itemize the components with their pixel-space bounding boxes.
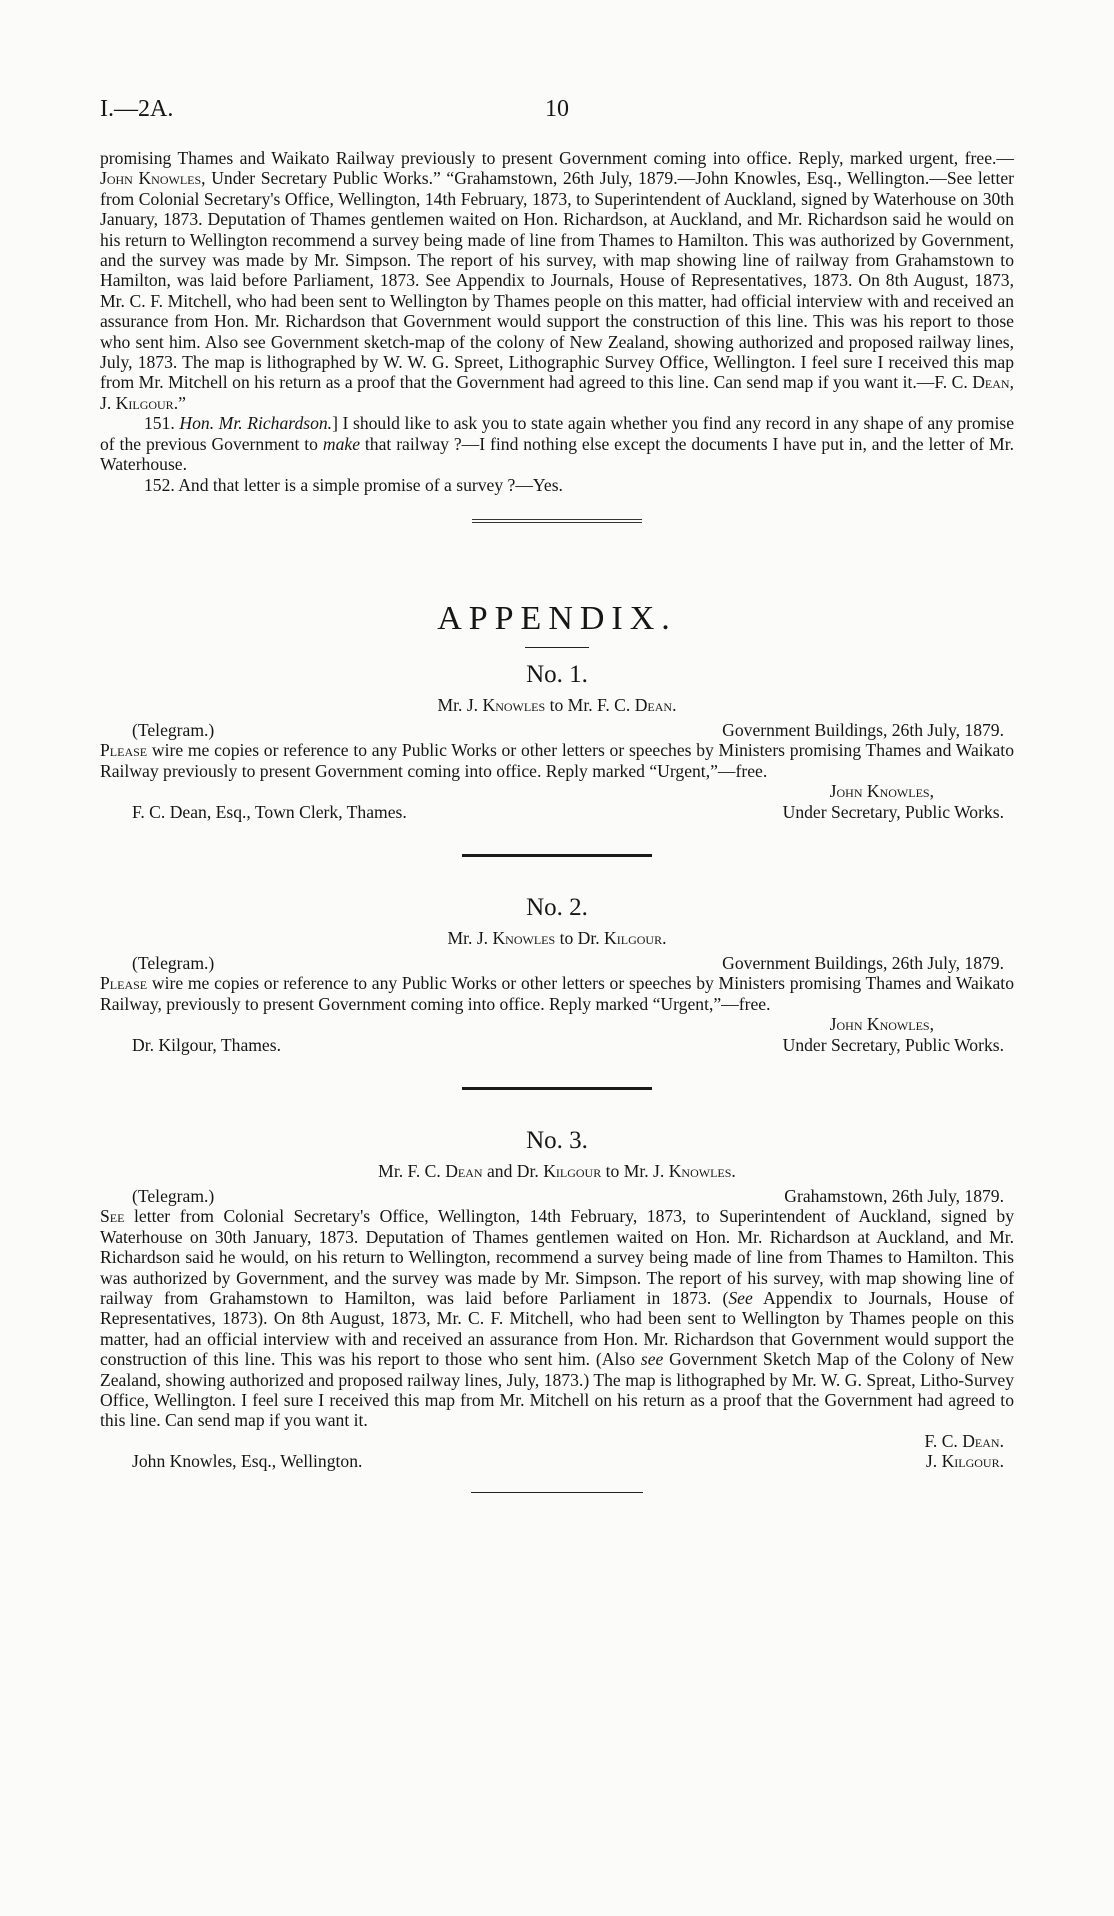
letter-type: (Telegram.) (132, 1185, 215, 1206)
question-152: 152. And that letter is a simple promise of a survey ?—Yes. (144, 474, 563, 495)
paper-reference: I.—2A. (100, 96, 174, 122)
letter-signer: John Knowles, (829, 781, 934, 802)
letter-heading: Mr. J. Knowles to Mr. F. C. Dean. (437, 694, 677, 715)
appendix-letter-2 (100, 893, 1014, 1055)
appendix-letter-3 (100, 1126, 1014, 1472)
letter-signer-title: Under Secretary, Public Works. (782, 1034, 1004, 1055)
letter-place-date: Government Buildings, 26th July, 1879. (722, 719, 1004, 740)
letter-body: Please wire me copies or reference to any Public Works or other letters or speeches by Ministers promising Thames and Waikato Railway, previously to present Government coming into office. Reply marked “Urgent,”—free. (100, 973, 1014, 1014)
letter-signer-title: Under Secretary, Public Works. (782, 801, 1004, 822)
letter-heading: Mr. F. C. Dean and Dr. Kilgour to Mr. J. Knowles. (378, 1160, 736, 1181)
letter-signer: John Knowles, (829, 1014, 934, 1035)
letter-number: No. 1. (526, 660, 588, 688)
letter-divider (462, 854, 652, 857)
evidence-paragraph: promising Thames and Waikato Railway previously to present Government coming into office. Reply, marked urgent, free.—John Knowles, Under Secretary Public Works.” “Grahamstown, 26th July, 1879.—John Knowles, Esq., Wellington.—See letter from Colonial Secretary's Office, Wellington, 14th February, 1873, to Superintendent of Auckland, signed by Waterhouse on 30th January, 1873. Deputation of Thames gentlemen waited on Hon. Richardson, at Auckland, and Mr. Richardson said he would on his return to Wellington recommend a survey being made of line from Thames to Hamilton. This was authorized by Government, and the survey was made by Mr. Simpson. The report of his survey, with map showing line of railway from Grahamstown to Hamilton, was laid before Parliament, 1873. See Appendix to Journals, House of Representatives, 1873. On 8th August, 1873, Mr. C. F. Mitchell, who had been sent to Wellington by Thames people on this matter, had official interview with and received an assurance from Hon. Mr. Richardson that Government would support the construction of this line. This was his report to those who sent him. Also see Government sketch-map of the colony of New Zealand, showing authorized and proposed railway lines, July, 1873. The map is lithographed by W. W. G. Spreet, Lithographic Survey Office, Wellington. I feel sure I received this map from Mr. Mitchell on his return as a proof that the Government had agreed to this line. Can send map if you want it.—F. C. Dean, J. Kilgour.” (100, 148, 1014, 413)
letter-number: No. 3. (526, 1126, 588, 1154)
letter-number: No. 2. (526, 893, 588, 921)
appendix-letter-1 (100, 660, 1014, 822)
letter-place-date: Grahamstown, 26th July, 1879. (784, 1185, 1004, 1206)
letter-body: See letter from Colonial Secretary's Office, Wellington, 14th February, 1873, to Superintendent of Auckland, signed by Waterhouse on 30th January, 1873. Deputation of Thames gentlemen waited on Hon. Mr. Richardson at Auckland, and Mr. Richardson said he would, on his return to Wellington, recommend a survey being made of line from Thames to Hamilton. This was authorized by Government, and the survey was made by Mr. Simpson. The report of his survey, with map showing line of railway from Grahamstown to Hamilton, was laid before Parliament in 1873. (See Appendix to Journals, House of Representatives, 1873). On 8th August, 1873, Mr. C. F. Mitchell, who had been sent to Wellington by Thames people on this matter, had an official interview with and received an assurance from Hon. Mr. Richardson that Government would support the construction of this line. This was his report to those who sent him. (Also see Government Sketch Map of the Colony of New Zealand, showing authorized and proposed railway lines, July, 1873.) The map is lithographed by Mr. W. G. Spreat, Litho-Survey Office, Wellington. I feel sure I received this map from Mr. Mitchell on his return as a proof that the Government had agreed to this line. Can send map if you want it. (100, 1206, 1014, 1431)
letter-signer-2: J. Kilgour. (925, 1451, 1004, 1472)
page-number: 10 (545, 96, 569, 122)
letter-addressee: Dr. Kilgour, Thames. (132, 1034, 281, 1055)
question-151: 151. Hon. Mr. Richardson.] I should like to ask you to state again whether you find any record in any shape of any promise of the previous Government to make that railway ?—I find nothing else except the documents I have put in, and the letter of Mr. Waterhouse. (100, 413, 1015, 475)
letter-type: (Telegram.) (132, 952, 215, 973)
letter-heading: Mr. J. Knowles to Dr. Kilgour. (447, 927, 667, 948)
letter-divider (462, 1087, 652, 1090)
title-rule (525, 647, 589, 648)
letter-signer-1: F. C. Dean. (924, 1430, 1004, 1451)
appendix-title: APPENDIX. (437, 599, 677, 637)
letter-body: Please wire me copies or reference to any Public Works or other letters or speeches by Ministers promising Thames and Waikato Railway previously to present Government coming into office. Reply marked “Urgent,”—free. (100, 740, 1014, 781)
end-rule (471, 1492, 643, 1493)
section-divider (472, 519, 642, 523)
letter-type: (Telegram.) (132, 719, 215, 740)
page-header (100, 96, 1014, 126)
page-body (100, 148, 1014, 1493)
letter-addressee: F. C. Dean, Esq., Town Clerk, Thames. (132, 801, 407, 822)
letter-place-date: Government Buildings, 26th July, 1879. (722, 952, 1004, 973)
letter-addressee: John Knowles, Esq., Wellington. (132, 1451, 363, 1472)
